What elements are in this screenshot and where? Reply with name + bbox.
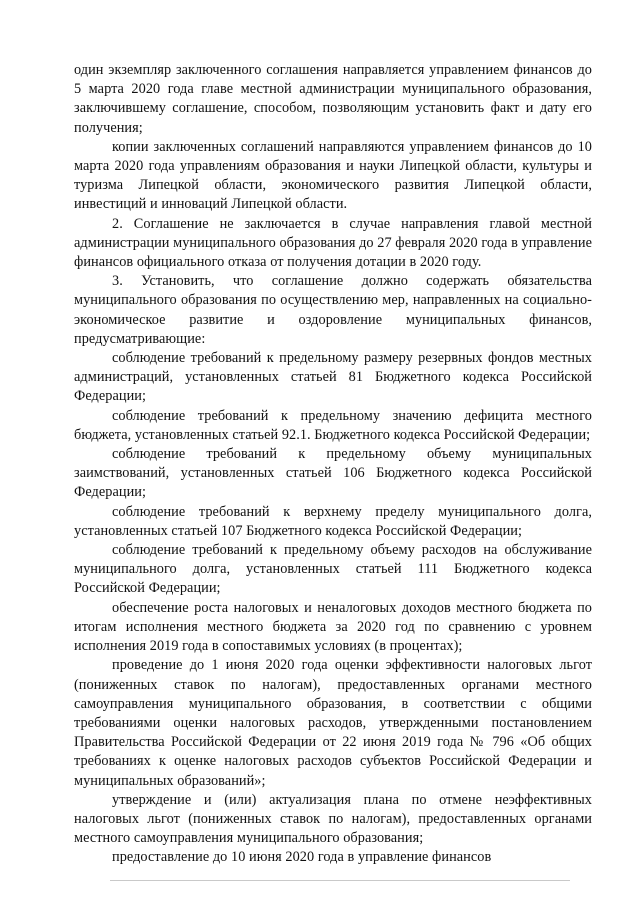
paragraph-5: соблюдение требований к предельному размеру резервных фондов местных администраций, установленных статьей 81 Бюджетного кодекса Российской Федерации; <box>74 350 592 405</box>
paragraph-6: соблюдение требований к предельному значению дефицита местного бюджета, установленных статьей 92.1. Бюджетного кодекса Российской Федерации; <box>74 407 592 443</box>
paragraph-2: копии заключенных соглашений направляются управлением финансов до 10 марта 2020 года управлениям образования и науки Липецкой области, культуры и туризма Липецкой области, экономического развития Липецкой области, инвестиций и инноваций Липецкой области. <box>74 138 592 213</box>
paragraph-11: проведение до 1 июня 2020 года оценки эффективности налоговых льгот (пониженных ставок по налогам), предоставленных органами местного самоуправления муниципального образования, в соответствии с общими требованиями оценки налоговых расходов, утвержденными постановлением Правительства Российской Федерации от 22 июня 2019 года № 796 «Об общих требованиях к оценке налоговых расходов субъектов Российской Федерации и муниципальных образований»; <box>74 657 592 789</box>
paragraph-3: 2. Соглашение не заключается в случае направления главой местной администрации муниципального образования до 27 февраля 2020 года в управление финансов официального отказа от получения дотации в 2020 году. <box>74 215 592 271</box>
paragraph-1: один экземпляр заключенного соглашения направляется управлением финансов до 5 марта 2020 года главе местной администрации муниципального образования, заключившему соглашение, способом, позволяющим установить факт и дату его получения; <box>74 62 592 136</box>
paragraph-13: предоставление до 10 июня 2020 года в управление финансов <box>112 849 492 866</box>
document-page <box>74 61 592 868</box>
paragraph-8: соблюдение требований к верхнему пределу муниципального долга, установленных статьей 107 Бюджетного кодекса Российской Федерации; <box>74 503 592 539</box>
paragraph-12: утверждение и (или) актуализация плана по отмене неэффективных налоговых льгот (пониженных ставок по налогам), предоставленных органами местного самоуправления муниципального образования; <box>74 791 592 847</box>
paragraph-7: соблюдение требований к предельному объему муниципальных заимствований, установленных статьей 106 Бюджетного кодекса Российской Федерации; <box>74 446 592 501</box>
paragraph-9: соблюдение требований к предельному объему расходов на обслуживание муниципального долга, установленных статьей 111 Бюджетного кодекса Российской Федерации; <box>74 542 592 597</box>
paragraph-4: 3. Установить, что соглашение должно содержать обязательства муниципального образования по осуществлению мер, направленных на социально-экономическое развитие и оздоровление муниципальных финансов, предусматривающие: <box>74 273 592 347</box>
paragraph-10: обеспечение роста налоговых и неналоговых доходов местного бюджета по итогам исполнения местного бюджета за 2020 год по сравнению с уровнем исполнения 2019 года в сопоставимых условиях (в процентах); <box>74 599 592 655</box>
bottom-divider <box>110 880 570 881</box>
